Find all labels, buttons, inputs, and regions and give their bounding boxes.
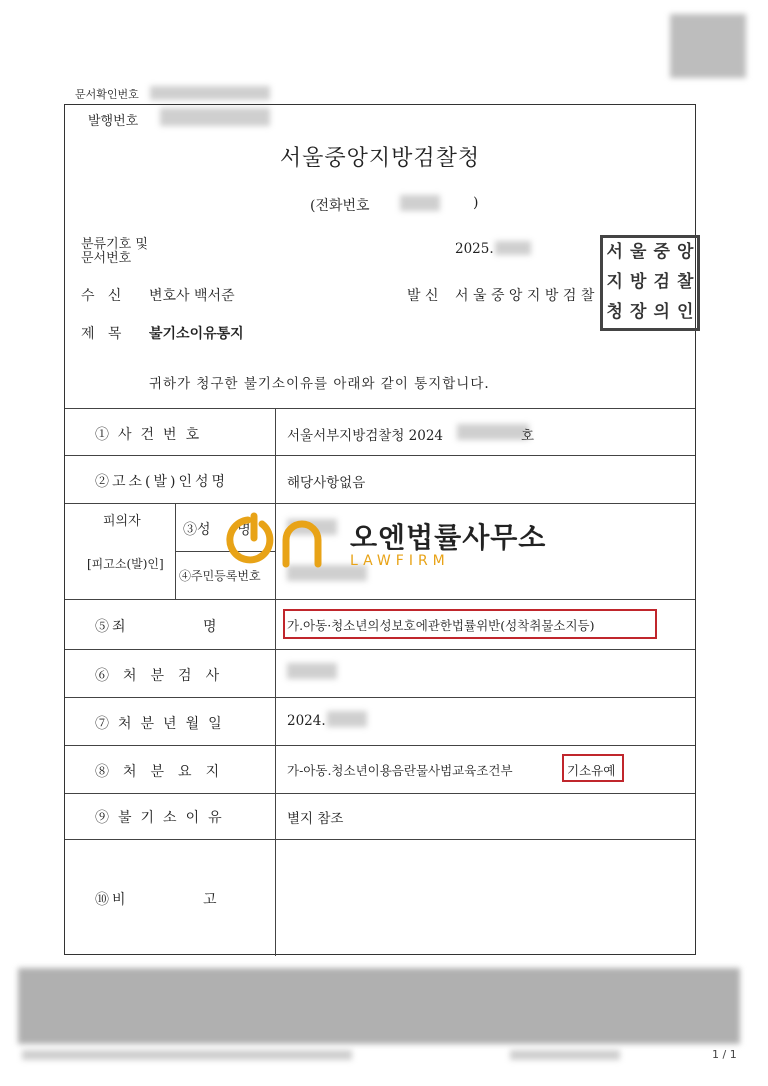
redacted-footer-text [22, 1050, 352, 1060]
complainant-value: 해당사항없음 [287, 475, 366, 491]
recipient-label: 수 신 [81, 288, 122, 304]
disposition-date-label: ⑦처분년월일 [95, 716, 231, 732]
seal-char: 중 [653, 242, 670, 262]
class-label-1: 분류기호 및 [81, 237, 148, 252]
row-line-8 [65, 839, 695, 840]
table-top-line [65, 408, 695, 409]
suspect-label-2: [피고소(발)인] [87, 557, 164, 571]
seal-char: 찰 [677, 272, 694, 292]
redacted-footer-band [18, 968, 740, 1044]
seal-char: 장 [630, 302, 647, 322]
row-line-5 [65, 697, 695, 698]
sender-value: 서 울 중 앙 지 방 검 찰 [455, 288, 595, 304]
rrn-label: ④주민등록번호 [179, 569, 261, 583]
recipient-value: 변호사 백서준 [149, 288, 235, 304]
complainant-label: ②고소(발)인성명 [95, 474, 229, 490]
col-line-suspect [175, 503, 176, 599]
redacted-prosecutor [287, 663, 337, 679]
prosecutor-label: ⑥처분검사 [95, 668, 234, 684]
col-line-main [275, 408, 276, 956]
redacted-doc-confirm-number [150, 86, 270, 100]
charge-label: ⑤죄 명 [95, 619, 220, 635]
subject-value: 불기소이유통지 [149, 326, 244, 342]
redacted-date [495, 241, 531, 255]
seal-char: 서 [606, 242, 623, 262]
seal-char: 울 [630, 242, 647, 262]
page-indicator: 1 / 1 [712, 1048, 737, 1061]
row-line-6 [65, 745, 695, 746]
remarks-label: ⑩비 고 [95, 892, 220, 908]
row-line-7 [65, 793, 695, 794]
suspect-label-1: 피의자 [103, 514, 141, 529]
subject-label: 제 목 [81, 326, 122, 342]
phone-open: (전화번호 [310, 198, 370, 214]
redacted-corner-mark [670, 14, 746, 78]
disposition-label: ⑧처분요지 [95, 764, 234, 780]
sender-label: 발 신 [407, 288, 439, 304]
doc-confirm-label: 문서확인번호 [75, 88, 139, 101]
reason-value: 별지 참조 [287, 811, 344, 827]
seal-char: 인 [677, 302, 694, 322]
official-seal [600, 235, 700, 331]
intro-text: 귀하가 청구한 불기소이유를 아래와 같이 통지합니다. [149, 376, 490, 392]
disposition-highlight-box [562, 754, 624, 782]
seal-char: 방 [630, 272, 647, 292]
brand-name-en: LAWFIRM [350, 553, 450, 569]
disposition-highlight: 기소유예 [567, 763, 616, 778]
oen-logo-icon [226, 512, 336, 572]
charge-highlight-box [283, 609, 657, 639]
row-line-4 [65, 649, 695, 650]
case-number-suffix: 호 [521, 428, 535, 444]
brand-name-ko: 오엔법률사무소 [350, 521, 547, 554]
phone-close: ) [473, 195, 479, 211]
disposition-date-value: 2024. [287, 713, 326, 729]
row-line-2 [65, 503, 695, 504]
redacted-footer-code [510, 1050, 620, 1060]
seal-char: 청 [606, 302, 623, 322]
seal-char: 의 [653, 302, 670, 322]
issue-number-label: 발행번호 [88, 114, 139, 129]
redacted-case-number [457, 424, 529, 440]
charge-value: 가.아동·청소년의성보호에관한법률위반(성착취물소지등) [287, 618, 595, 633]
page-title: 서울중앙지방검찰청 [279, 146, 481, 171]
reason-label: ⑨불기소이유 [95, 810, 231, 826]
row-line-3 [65, 599, 695, 600]
seal-char: 검 [653, 272, 670, 292]
document-date: 2025. [455, 241, 494, 257]
name-label: ③성 명 [183, 522, 251, 538]
seal-char: 앙 [677, 242, 694, 262]
row-line-1 [65, 455, 695, 456]
redacted-disposition-date [327, 711, 367, 727]
case-number-value: 서울서부지방검찰청 2024 [287, 428, 444, 444]
class-label-2: 문서번호 [81, 251, 132, 266]
redacted-phone [400, 195, 440, 211]
seal-char: 지 [606, 272, 623, 292]
disposition-value: 가-아동.청소년이용음란물사범교육조건부 [287, 763, 513, 778]
case-number-label: ①사건번호 [95, 427, 209, 443]
